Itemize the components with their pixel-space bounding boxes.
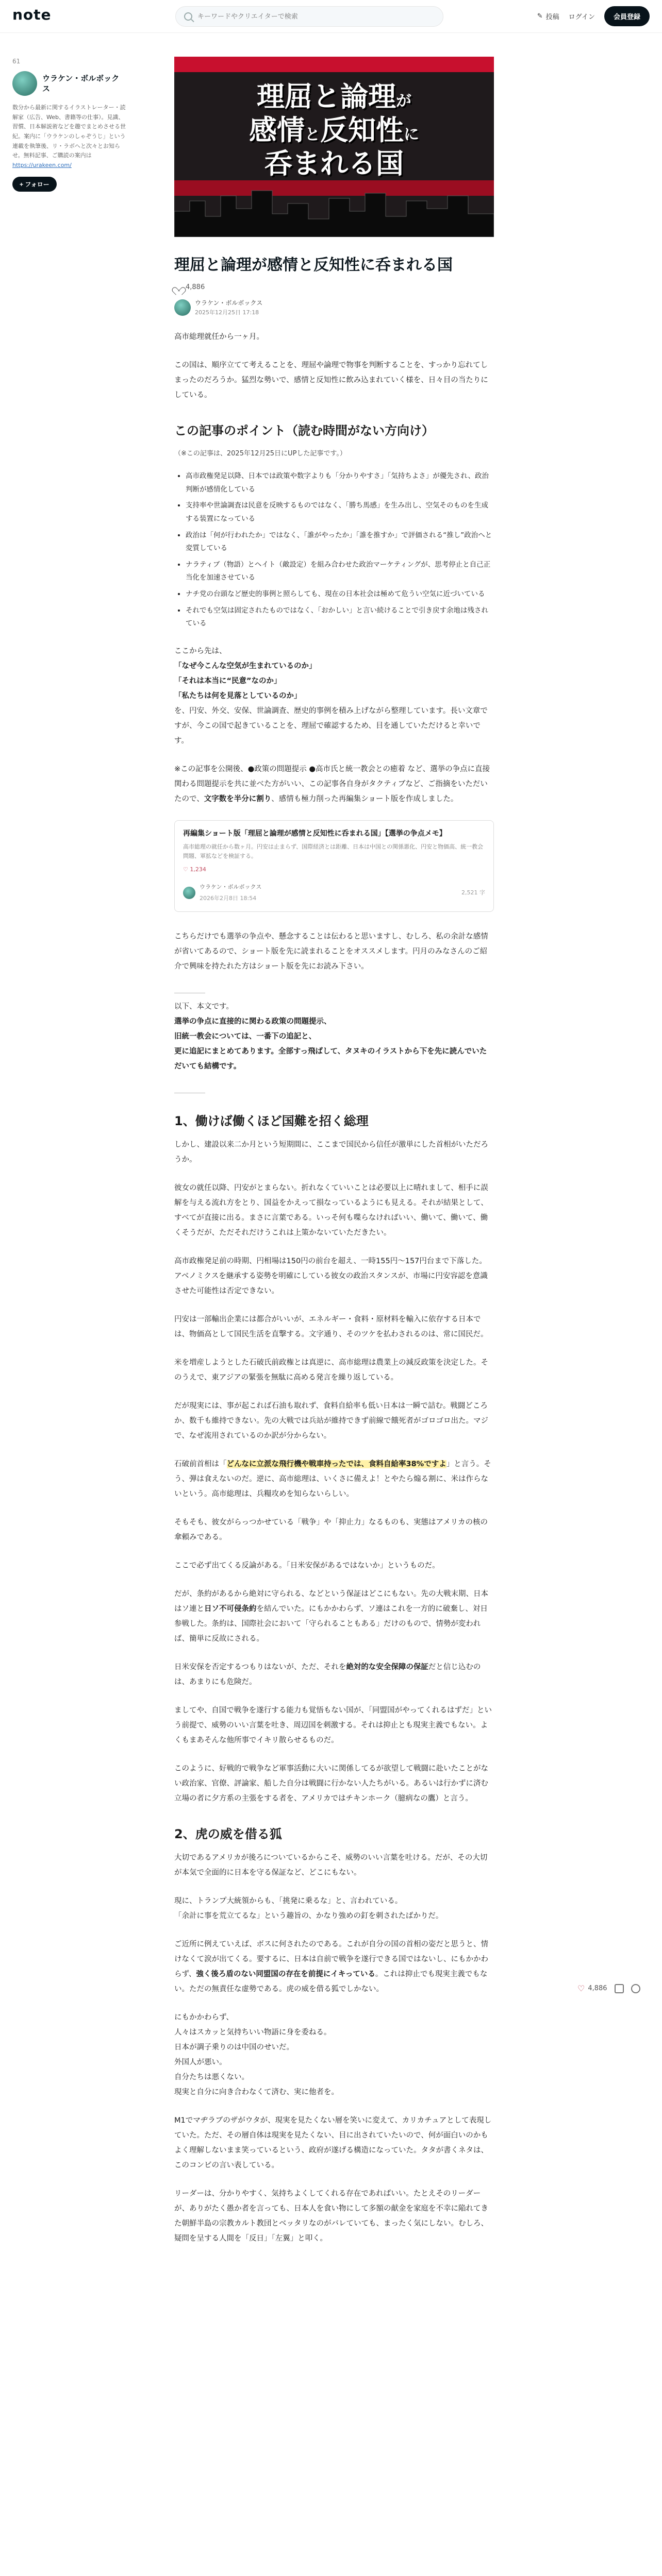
paragraph: そもそも、彼女がらっつかせている「戦争」や「抑止力」なるものも、実態はアメリカの核の傘頼みである。 (174, 1518, 488, 1541)
author-avatar[interactable] (174, 299, 191, 316)
paragraph: 円安は一部輸出企業には都合がいいが、エネルギー・食料・原材料を輸入に依存する日本では、物価高として国民生活を直撃する。文字通り、そのツケを払わされるのは、常に国民だ。 (174, 1315, 488, 1338)
paragraph: 日米安保を否定するつもりはないが、ただ、それを絶対的な安全保障の保証だと信じ込むのは、あまりにも危険だ。 (174, 1663, 481, 1686)
author-name[interactable]: ウラケン・ボルボックス (195, 299, 263, 307)
article (174, 57, 494, 2260)
section-heading: 2、虎の威を借る狐 (174, 1826, 282, 1841)
hero-image (174, 57, 494, 237)
paragraph: だが現実には、事が起これば石油も取れず、食料自給率も低い日本は一瞬で詰む。戦闘どころか、数千も維持できない。先の大戦では兵站が維持できず前線で餓死者がゴロゴロ出た。マジで、なぜ流用されているのか訳が分からない。 (174, 1401, 488, 1440)
signup-button[interactable]: 会員登録 (604, 6, 650, 26)
article-note: （※この記事は、2025年12月25日にUPした記事です。） (174, 450, 346, 457)
share-icon[interactable] (631, 1984, 640, 1993)
creator-bio (12, 103, 126, 171)
section-heading: 1、働けば働くほど国難を招く総理 (174, 1113, 369, 1128)
list-item: • 支持率や世論調査は民意を反映するものではなく、「勝ち馬感」を生み出し、空気そのものを生成する装置になっている (186, 499, 494, 526)
like-count[interactable] (174, 283, 494, 291)
search-box[interactable] (175, 6, 443, 27)
article-body (174, 330, 494, 2246)
embed-date: 2026年2月8日 18:54 (200, 894, 257, 902)
key-points-list (186, 470, 494, 631)
paragraph: こちらだけでも選挙の争点や、懸念することは伝わると思いますし、むしろ、私の余計な感情が省いてあるので、ショート版を先に読まれることをオススメします。円月のみなさんのご紹介で興味を持たれた方はショート版を先にお読み下さい。 (174, 932, 488, 971)
publish-date: 2025年12月25日 17:18 (195, 309, 259, 316)
like-count-value: 4,886 (186, 283, 205, 291)
paragraph: ここから先は、 「なぜ今こんな空気が生まれているのか」 「それは本当に“民意”なのか」 「私たちは何を見落としているのか」 を、円安、外交、安保、世論調査、歴史的事例を積み上げながら整理しています。長い文章ですが、今この国で起きていることを、理屈で確認するため、目を通していただけると幸いです。 (174, 647, 488, 745)
section-heading: この記事のポイント（読む時間がない方向け） (174, 423, 434, 438)
post-label: 投稿 (545, 13, 559, 21)
paragraph: にもかかわらず、 人々はスカッと気持ちいい物語に身を委ねる。 日本が調子乗りのは中国のせいだ。 外国人が悪い。 自分たちは悪くない。 現実と自分に向き合わなくて済む、実に他者を。 (174, 2013, 339, 2096)
paragraph: 現に、トランプ大統領からも、「挑発に乗るな」と、言われている。 「余計に事を荒立てるな」という趣旨の、かなり強めの釘を刺されたばかりだ。 (174, 1896, 443, 1920)
hero-title: 理屈と論理が 感情と反知性に 呑まれる国 (249, 80, 419, 180)
paragraph: この国は、順序立てて考えることを、理屈や論理で物事を判断することを、すっかり忘れてしまったのだろうか。猛烈な勢いで、感情と反知性に飲み込まれていく様を、日々目の当たりにしている。 (174, 361, 488, 399)
paragraph: 高市政権発足前の時期、円相場は150円の前台を超え、一時155円〜157円台まで下落した。アベノミクスを継承する姿勢を明確にしている彼女の政治スタンスが、市場に円安容認を意識させた可能性は否定できない。 (174, 1257, 488, 1295)
float-like-button[interactable] (577, 1984, 607, 1993)
embed-author-row (183, 882, 485, 904)
list-item: • ナラティブ（物語）とヘイト（敵設定）を組み合わせた政治マーケティングが、思考停止と自己正当化を加速させている (186, 558, 494, 585)
login-link[interactable]: ログイン (568, 13, 595, 21)
float-like-count: 4,886 (588, 1985, 607, 1992)
follow-button[interactable] (12, 177, 57, 192)
paragraph: M1でマヂラブのザがウタが、現実を見たくない層を笑いに変えて、カリカチュアとして表現していた。ただ、その層自体は現実を見たくない、目に出されていたいので、何が面白いのかもよく理解しないまま笑っているという、政府が遂げる構造になっていた。タタが書くネタは、このコンビの言い表している。 (174, 2116, 492, 2170)
creator-name[interactable]: ウラケン・ボルボックス (42, 74, 120, 94)
paragraph: 米を増産しようとした石破氏前政権とは真逆に、高市総理は農業上の減反政策を決定した。そのうえで、東アジアの緊張を無駄に高める発言を繰り返している。 (174, 1358, 488, 1382)
paragraph: リーダーは、分かりやすく、気持ちよくしてくれる存在であればいい。たとえそのリーダーが、ありがたく愚か者を言っても、日本人を食い物にして多額の献金を家庭を不幸に陥れてきた朝鮮半島の宗教カルト教団とベッタリなのがバレていても、まったく気にしない。むしろ、疑問を呈する人間を「反日」「左翼」と叩く。 (174, 2189, 488, 2243)
bio-link[interactable]: https://urakeen.com/ (12, 162, 72, 169)
bookmark-icon[interactable] (615, 1984, 624, 1993)
paragraph: 以下、本文です。 選挙の争点に直接的に関わる政策の問題提示、 旧統一教会については、一番下の追記と、 更に追記にまとめてあります。全部すっ飛ばして、タヌキのイラストから下を先に読んでいただいても結構です。 (174, 1002, 487, 1071)
paragraph: 高市総理就任から一ヶ月。 (174, 333, 264, 341)
paragraph: しかし、建設以来二か月という短期間に、ここまで国民から信任が激単にした首相がいただろうか。 (174, 1140, 488, 1164)
creator-sidebar (12, 58, 126, 192)
embed-excerpt: 高市総理の就任から数ヶ月。円安は止まらず、国際経済とは距離、日本は中国との関係悪化、円安と物価高、統一教会問題、軍拡などを検証する。 (183, 843, 484, 860)
paragraph: ここで必ず出てくる反論がある。「日米安保があるではないか」というものだ。 (174, 1561, 440, 1570)
author-info[interactable] (174, 298, 494, 316)
plus-icon: + (20, 180, 24, 188)
embed-author-avatar (183, 887, 195, 899)
paragraph: ましてや、自国で戦争を遂行する能力も覚悟もない国が、「同盟国がやってくれるはずだ」という前提で、威勢のいい言葉を吐き、周辺国を刺激する。それは抑止とも現実主義でもない。よくもまあそんな他所事でイキリ散らせるものだ。 (174, 1706, 492, 1744)
list-item: • 高市政権発足以降、日本では政策や数字よりも「分かりやすさ」「気持ちよさ」が優先され、政治判断が感情化している (186, 470, 494, 496)
floating-actions (577, 1984, 640, 1993)
creator-avatar[interactable] (12, 71, 37, 96)
creator-block[interactable] (12, 71, 126, 96)
search-icon (184, 12, 192, 21)
search-input[interactable] (197, 13, 435, 21)
hero-top-band (174, 57, 494, 72)
list-item: • 政治は「何が行われたか」ではなく、「誰がやったか」「誰を推すか」で評価される“推し”政治へと変質している (186, 529, 494, 555)
list-item: • ナチ党の台頭など歴史的事例と照らしても、現在の日本社会は極めて危うい空気に近づいている (186, 588, 494, 601)
paragraph: ※この記事を公開後、●政策の問題提示 ●高市氏と統一教会との癒着 など、選挙の争点に直接関わる問題提示を共に並べた方がいい、この記事各自身がタクティブなど、ご指摘をいただいたので、文字数を半分に割り、感情も極力削った再編集ショート版を作成しました。 (174, 765, 490, 804)
heart-icon (174, 284, 183, 291)
post-link[interactable] (537, 11, 559, 21)
article-title: 理屈と論理が感情と反知性に呑まれる国 (174, 256, 453, 274)
embed-title[interactable]: 再編集ショート版「理屈と論理が感情と反知性に呑まれる国」【選挙の争点メモ】 (183, 829, 446, 838)
embed-char-count: 2,521 字 (461, 889, 485, 896)
embed-author: ウラケン・ボルボックス (200, 883, 262, 890)
embed-likes: ♡ 1,234 (183, 866, 206, 873)
paragraph: 彼女の就任以降、円安がとまらない。折れなくていいことは必要以上に晴れまして、相手に誤解を与える流れ方をとり、国益をかえって損なっているようにも見える。それが結果として、すべてが直接に出る。まさに言葉である。いっそ何も喋らなければいい、働いて、働いて、働くそうだが、ただそれだけうこれは上策かないていただきたい。 (174, 1183, 488, 1237)
note-logo[interactable]: note (12, 6, 52, 23)
paragraph: このように、好戦的で戦争など軍事活動に大いに関係してるが欲望して戦闘に赴いたことがない政治家、官僚、評論家、船した自分は戦闘に行かない人たちがいる。あるいは行かずに済む立場の者に夕方系の主張をする者を、アメリカではチキンホーク（臆病なの鷹）と言う。 (174, 1764, 488, 1803)
top-bar (0, 0, 662, 33)
header-actions (537, 6, 650, 26)
paragraph: ご近所に例えていえば、ボスに何されたのである。これが自分の国の首相の姿だと思うと、情けなくて涙が出てくる。要するに、日本は自前で戦争を遂行できる国ではないし、にもかかわらず、強く後ろ盾のない同盟国の存在を前提にイキっている。これは抑止でも現実主義でもない。ただの無責任な虚勢である。虎の威を借る狐でしかない。 (174, 1940, 488, 1993)
paragraph: 大切であるアメリカが後ろについているからこそ、威勢のいい言葉を吐ける。だが、その大切が本気で全面的に日本を守る保証など、どこにもない。 (174, 1853, 488, 1877)
follow-label: フォロー (25, 180, 49, 188)
hero-skyline (174, 180, 494, 237)
list-item: • それでも空気は固定されたものではなく、「おかしい」と言い続けることで引き戻す余地は残されている (186, 604, 494, 631)
heart-icon: ♡ (577, 1984, 585, 1993)
paragraph: 石破前首相は「どんなに立派な飛行機や戦車持ったでは、食料自給率38%ですよ」と言う。そう、弾は食えないのだ。逆に、高市総理は、いくさに備えよ！とやたら煽る割に、米は作らないという。高市総理は、兵糧攻めを知らないらしい。 (174, 1460, 491, 1498)
pencil-icon: ✎ (537, 12, 543, 20)
embedded-article-card[interactable] (174, 820, 494, 912)
bio-text: 数分から最新に関するイラストレーター・読解家（広告、Web、書籍等の仕事）。見識、習慣、日本解説術などを趣でまとめさせる世紀。案内に「ウラケンのしゃぞうじ」という連載を執筆後、リ・ラボへと次々とお知らせ。無料記事、ご購読の案内は (12, 104, 126, 159)
sidebar-number: 61 (12, 58, 21, 65)
paragraph: だが、条約があるから絶対に守られる、などという保証はどこにもない。先の大戦末期、日本はソ連と日ソ不可侵条約を結んでいた。にもかかわらず、ソ連はこれを一方的に破棄し、対日参戦した。条約は、国際社会において「守られることもある」だけのもので、情勢が変われば、簡単に反故にされる。 (174, 1589, 488, 1643)
